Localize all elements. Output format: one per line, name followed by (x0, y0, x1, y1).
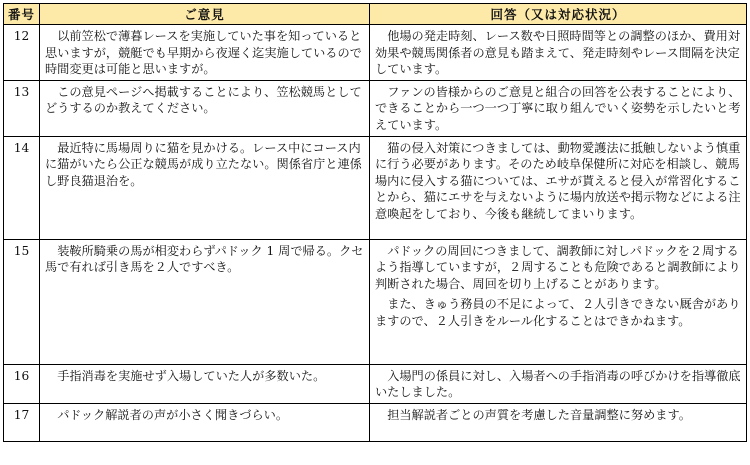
row-answer (370, 403, 747, 441)
row-opinion (40, 25, 370, 81)
answer-text: パドックの周回につきまして、調教師に対しパドックを２周するよう指導していますが，２周することも危険であると調教師により判断された場合、周回を切り上げることがあります。 (375, 243, 741, 291)
row-number: 17 (4, 403, 40, 441)
row-answer (370, 136, 747, 239)
opinion-text: 装鞍所騎乗の馬が相変わらずパドック 1 周で帰る。クセ馬で有れば引き馬を２人ですべき。 (45, 243, 364, 275)
table-row (4, 239, 747, 364)
answer-text: 猫の侵入対策につきましては、動物愛護法に抵触しないよう慎重に行う必要があります。そのため岐阜保健所に対応を相談し、競馬場内に侵入する猫については、エサが貰えると侵入が常習化することから、猫にエサを与えないように場内放送や掲示物などによる注意喚起をしており、今後も継続してまいります。 (375, 140, 741, 221)
opinion-text: パドック解説者の声が小さく聞きづらい。 (57, 407, 289, 422)
header-opinion: ご意見 (40, 4, 370, 25)
header-number: 番号 (4, 4, 40, 25)
table-row (4, 403, 747, 441)
row-answer (370, 364, 747, 403)
row-number: 13 (4, 80, 40, 136)
row-answer (370, 80, 747, 136)
table-row (4, 25, 747, 81)
opinion-text: 最近特に馬場周りに猫を見かける。レース中にコース内に猫がいたら公正な競馬が成り立たない。関係省庁と連係し野良猫退治を。 (45, 140, 362, 188)
row-opinion (40, 239, 370, 364)
answer-text: 担当解説者ごとの声質を考慮した音量調整に努めます。 (387, 407, 691, 422)
row-opinion (40, 364, 370, 403)
table-header-row (4, 4, 747, 25)
opinion-text: この意見ページへ掲載することにより、笠松競馬としてどうするのか教えてください。 (45, 84, 362, 116)
row-number: 16 (4, 364, 40, 403)
table-row (4, 136, 747, 239)
opinion-text: 以前笠松で薄暮レースを実施していた事を知っていると思いますが，競艇でも早期から夜遅く迄実施しているので時間変更は可能と思いますが。 (45, 29, 362, 77)
row-number: 14 (4, 136, 40, 239)
answer-text: 入場門の係員に対し、入場者への手指消毒の呼びかけを指導徹底いたしました。 (375, 368, 741, 400)
answer-text: また、きゅう務員の不足によって、２人引きできない厩舎がありますので、２人引きをルール化することはできかねます。 (375, 297, 741, 328)
row-opinion (40, 403, 370, 441)
header-answer: 回答（又は対応状況） (370, 4, 747, 25)
answer-text: 他場の発走時刻、レース数や日照時間等との調整のほか、費用対効果や競馬関係者の意見も踏まえて、発走時刻やレース間隔を決定しています。 (375, 29, 741, 77)
row-number: 12 (4, 25, 40, 81)
row-answer (370, 25, 747, 81)
opinion-text: 手指消毒を実施せず入場していた人が多数いた。 (57, 368, 326, 383)
table-row (4, 80, 747, 136)
row-opinion (40, 80, 370, 136)
table-row (4, 364, 747, 403)
opinions-table (3, 3, 747, 442)
row-number: 15 (4, 239, 40, 364)
answer-text: ファンの皆様からのご意見と組合の回答を公表することにより、できることから一つ一つ丁寧に取り組んでいく姿勢を示したいと考えています。 (375, 84, 741, 132)
row-answer (370, 239, 747, 364)
row-opinion (40, 136, 370, 239)
